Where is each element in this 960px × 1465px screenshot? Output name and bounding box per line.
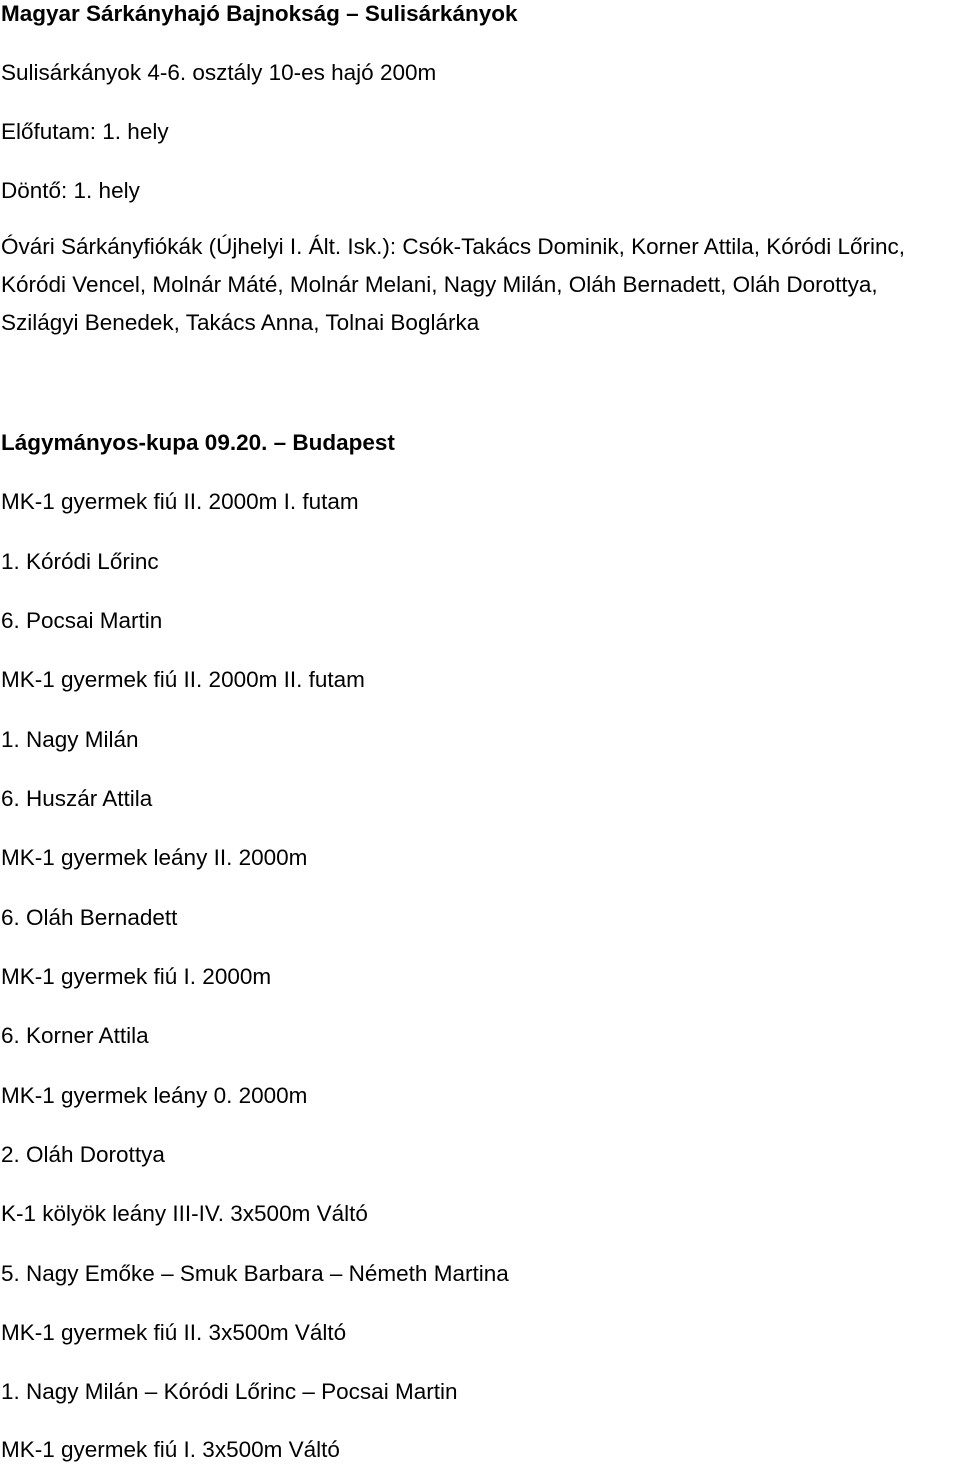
race-category: MK-1 gyermek fiú II. 2000m I. futam: [1, 489, 359, 514]
race-result: 6. Huszár Attila: [1, 786, 153, 811]
race-category: MK-1 gyermek leány II. 2000m: [1, 845, 308, 870]
race-category: MK-1 gyermek leány 0. 2000m: [1, 1083, 308, 1108]
heat-result: Előfutam: 1. hely: [1, 119, 169, 144]
race-result: 6. Pocsai Martin: [1, 608, 163, 633]
race-result: 6. Oláh Bernadett: [1, 905, 178, 930]
event-line: Sulisárkányok 4-6. osztály 10-es hajó 200m: [1, 60, 437, 85]
race-category: K-1 kölyök leány III-IV. 3x500m Váltó: [1, 1201, 368, 1226]
race-result: 1. Nagy Milán: [1, 727, 139, 752]
final-result: Döntő: 1. hely: [1, 178, 140, 203]
race-category: MK-1 gyermek fiú II. 2000m II. futam: [1, 667, 365, 692]
race-result: 5. Nagy Emőke – Smuk Barbara – Németh Martina: [1, 1261, 509, 1286]
team-roster-line: Szilágyi Benedek, Takács Anna, Tolnai Boglárka: [1, 310, 480, 335]
team-roster-paragraph: [1, 228, 960, 342]
team-roster-line: Kóródi Vencel, Molnár Máté, Molnár Melani, Nagy Milán, Oláh Bernadett, Oláh Dorottya,: [1, 272, 878, 297]
race-category: MK-1 gyermek fiú II. 3x500m Váltó: [1, 1320, 347, 1345]
race-result: 6. Korner Attila: [1, 1023, 149, 1048]
race-result: 2. Oláh Dorottya: [1, 1142, 165, 1167]
section-heading: Lágymányos-kupa 09.20. – Budapest: [1, 430, 395, 455]
race-result: 1. Nagy Milán – Kóródi Lőrinc – Pocsai Martin: [1, 1379, 458, 1404]
document-title: Magyar Sárkányhajó Bajnokság – Sulisárkányok: [1, 1, 518, 26]
team-roster-line: Óvári Sárkányfiókák (Újhelyi I. Ált. Isk.): Csók-Takács Dominik, Korner Attila, Kóródi Lőrinc,: [1, 234, 906, 259]
race-category: MK-1 gyermek fiú I. 2000m: [1, 964, 272, 989]
race-category: MK-1 gyermek fiú I. 3x500m Váltó: [1, 1437, 340, 1462]
race-result: 1. Kóródi Lőrinc: [1, 549, 159, 574]
